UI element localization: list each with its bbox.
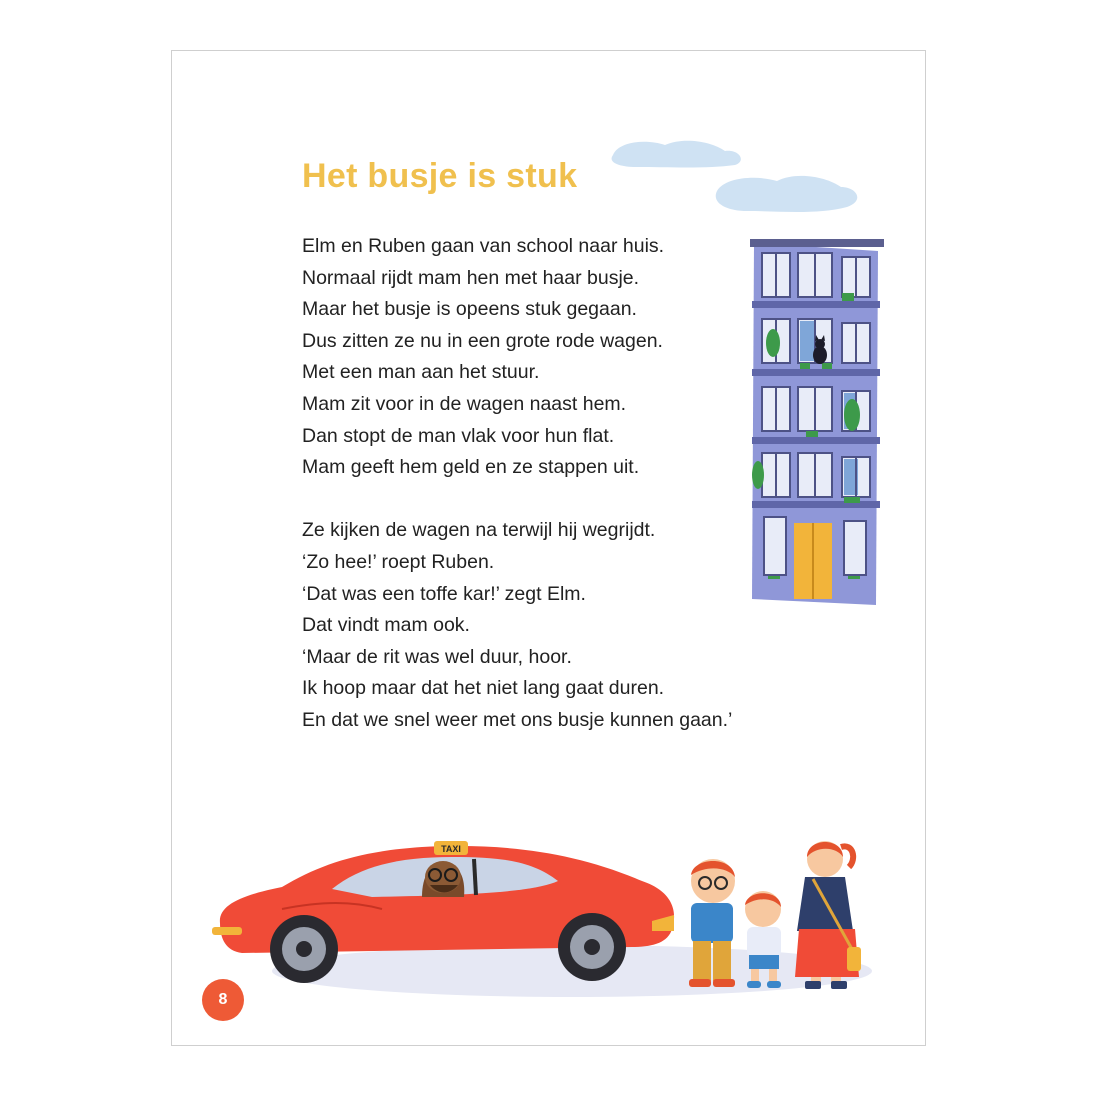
- text-line: Dat vindt mam ook.: [302, 614, 470, 637]
- paragraph: [302, 515, 742, 736]
- text-line: Elm en Ruben gaan van school naar huis.: [302, 235, 665, 257]
- mom: [795, 841, 861, 989]
- text-line: Dus zitten ze nu in een grote rode wagen.: [302, 329, 663, 352]
- apartment-building-illustration: [748, 235, 884, 605]
- story-text: [302, 231, 742, 737]
- text-line: Dan stopt de man vlak voor hun flat.: [302, 424, 615, 447]
- taxi-sign-label: TAXI: [441, 844, 461, 854]
- page-number-badge: 8: [202, 979, 244, 1021]
- taxi-car-illustration: [212, 811, 682, 981]
- clouds-illustration: [607, 139, 867, 219]
- text-line: Ze kijken de wagen na terwijl hij wegrijdt.: [302, 519, 656, 542]
- story-title: Het busje is stuk: [302, 157, 578, 195]
- text-line: Maar het busje is opeens stuk gegaan.: [302, 298, 637, 321]
- book-page: [171, 50, 926, 1046]
- small-boy: [745, 891, 781, 988]
- text-line: Normaal rijdt mam hen met haar busje.: [302, 266, 640, 289]
- text-line: ‘Maar de rit was wel duur, hoor.: [302, 645, 572, 668]
- family-illustration: [677, 781, 877, 991]
- text-line: Mam zit voor in de wagen naast hem.: [302, 392, 627, 415]
- text-line: En dat we snel weer met ons busje kunnen gaan.’: [302, 708, 733, 731]
- text-line: ‘Dat was een toffe kar!’ zegt Elm.: [302, 582, 586, 605]
- text-line: Mam geeft hem geld en ze stappen uit.: [302, 456, 640, 479]
- boy-with-glasses: [689, 859, 735, 987]
- text-line: ‘Zo hee!’ roept Ruben.: [302, 550, 495, 573]
- text-line: Met een man aan het stuur.: [302, 361, 540, 384]
- text-line: Ik hoop maar dat het niet lang gaat duren.: [302, 677, 665, 700]
- paragraph: [302, 231, 742, 484]
